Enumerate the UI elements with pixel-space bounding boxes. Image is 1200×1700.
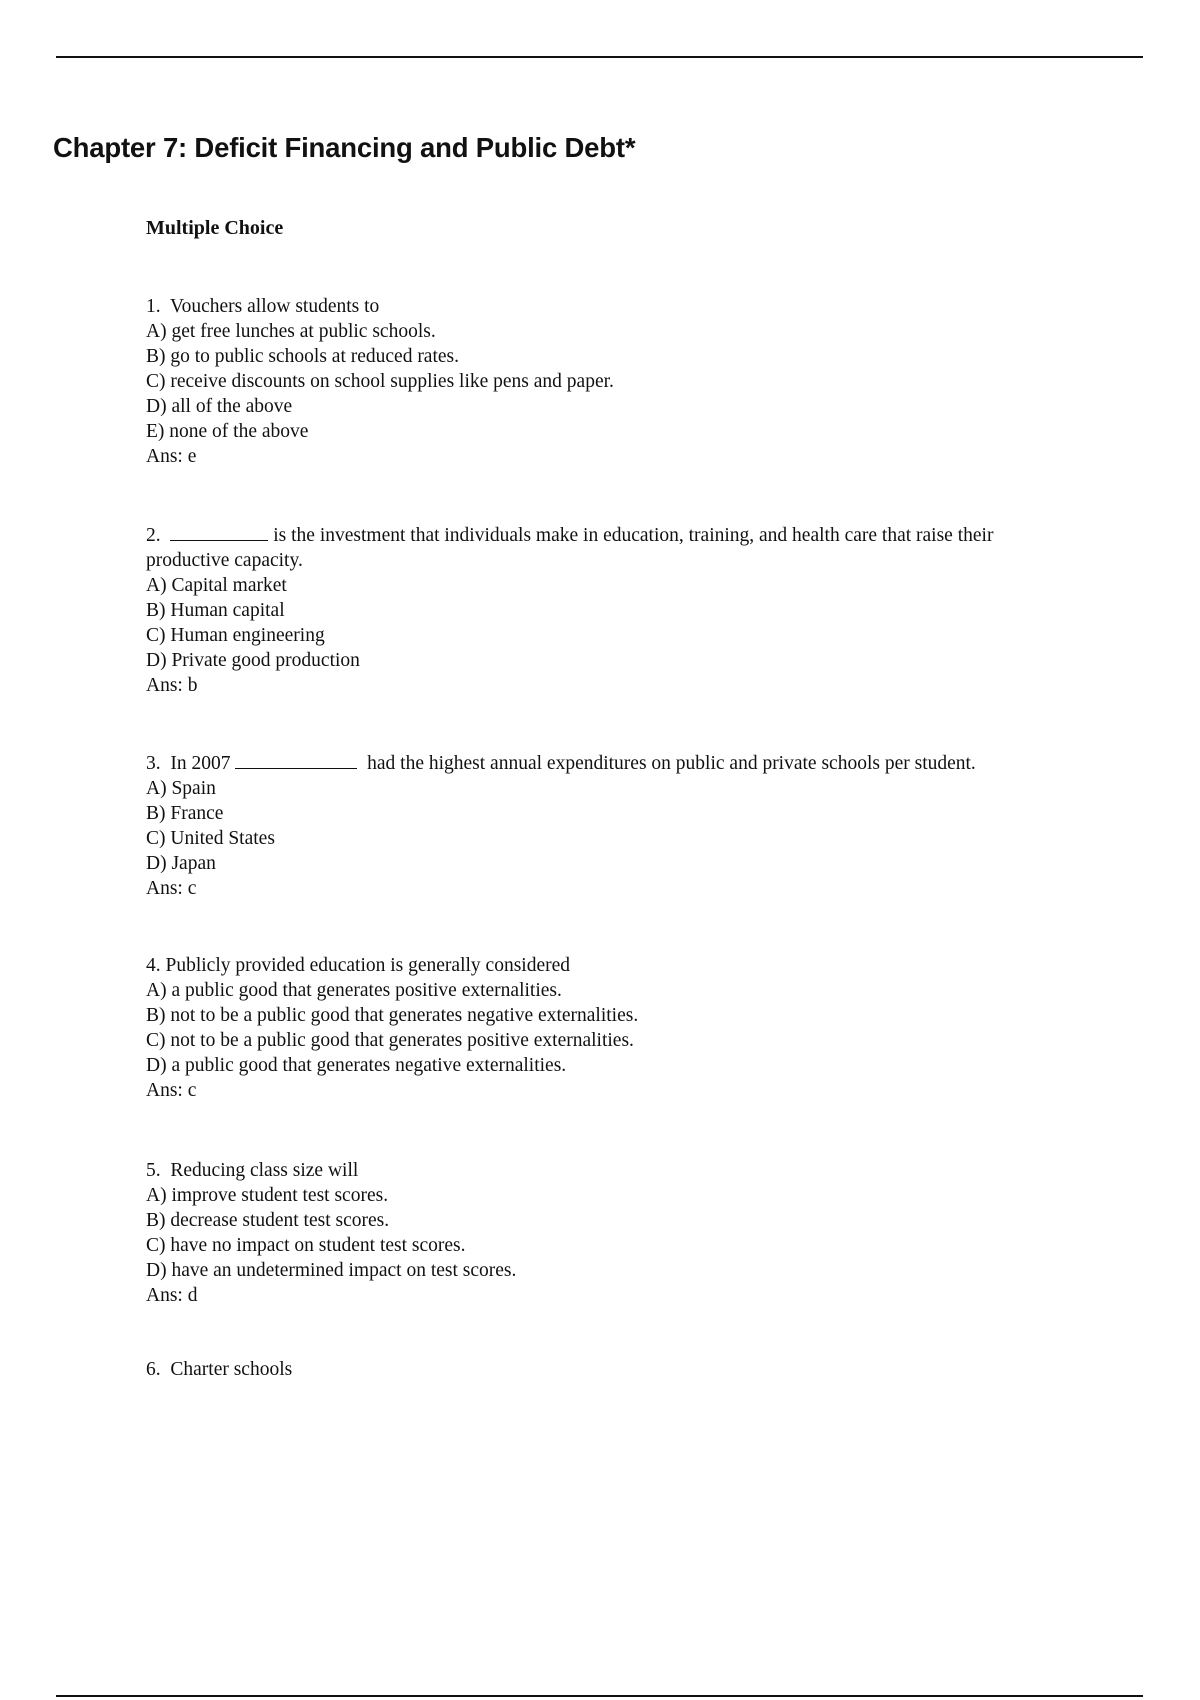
option-a	[146, 573, 1076, 598]
option-b	[146, 598, 1076, 623]
option-label: D)	[146, 1055, 167, 1076]
answer-blank	[235, 750, 357, 769]
question-number: 3.	[146, 753, 161, 774]
option-c	[146, 1233, 1076, 1258]
answer: Ans: d	[146, 1285, 198, 1306]
option-a	[146, 319, 1076, 344]
option-label: B)	[146, 600, 166, 621]
option-c	[146, 826, 1076, 851]
question-text: Reducing class size will	[170, 1160, 359, 1181]
question-5	[146, 1158, 1076, 1308]
question-text: Charter schools	[170, 1359, 293, 1380]
option-label: E)	[146, 421, 165, 442]
option-c	[146, 1028, 1076, 1053]
option-label: B)	[146, 803, 166, 824]
option-label: D)	[146, 1260, 167, 1281]
option-d	[146, 1258, 1076, 1283]
footer-rule	[56, 1695, 1143, 1697]
header-rule	[56, 56, 1143, 58]
option-text: decrease student test scores.	[170, 1210, 390, 1231]
option-label: B)	[146, 346, 166, 367]
option-text: get free lunches at public schools.	[171, 321, 436, 342]
answer: Ans: b	[146, 675, 198, 696]
question-number: 1.	[146, 296, 161, 317]
question-number: 6.	[146, 1359, 161, 1380]
option-text: have an undetermined impact on test scores.	[171, 1260, 517, 1281]
option-text: Private good production	[171, 650, 360, 671]
option-label: B)	[146, 1005, 166, 1026]
question-stem	[146, 1357, 1076, 1382]
option-text: France	[170, 803, 224, 824]
option-text: not to be a public good that generates positive externalities.	[170, 1030, 634, 1051]
option-text: Japan	[171, 853, 216, 874]
option-label: C)	[146, 625, 166, 646]
option-b	[146, 1003, 1076, 1028]
option-c	[146, 623, 1076, 648]
option-label: D)	[146, 650, 167, 671]
option-label: A)	[146, 1185, 167, 1206]
option-a	[146, 776, 1076, 801]
question-3	[146, 750, 1076, 901]
answer: Ans: c	[146, 1080, 197, 1101]
question-stem	[146, 294, 1076, 319]
option-d	[146, 648, 1076, 673]
option-d	[146, 851, 1076, 876]
question-2	[146, 522, 1076, 698]
question-text-before: In 2007	[170, 753, 231, 774]
option-text: Spain	[171, 778, 216, 799]
option-text: improve student test scores.	[171, 1185, 389, 1206]
question-6	[146, 1357, 1076, 1382]
question-1	[146, 294, 1076, 469]
option-text: have no impact on student test scores.	[170, 1235, 466, 1256]
option-label: A)	[146, 778, 167, 799]
question-number: 4.	[146, 955, 161, 976]
option-label: A)	[146, 980, 167, 1001]
answer: Ans: c	[146, 878, 197, 899]
question-text-after: had the highest annual expenditures on public and private schools per student.	[367, 753, 976, 774]
option-text: Human engineering	[170, 625, 325, 646]
option-text: none of the above	[169, 421, 309, 442]
option-label: A)	[146, 575, 167, 596]
question-number: 2.	[146, 525, 161, 546]
option-label: B)	[146, 1210, 166, 1231]
option-label: D)	[146, 853, 167, 874]
option-e	[146, 419, 1076, 444]
option-c	[146, 369, 1076, 394]
option-label: C)	[146, 1235, 166, 1256]
question-stem	[146, 1158, 1076, 1183]
option-text: a public good that generates positive externalities.	[171, 980, 562, 1001]
chapter-title: Chapter 7: Deficit Financing and Public Debt*	[53, 132, 636, 163]
option-label: C)	[146, 828, 166, 849]
answer: Ans: e	[146, 446, 197, 467]
question-4	[146, 953, 1076, 1103]
question-text: Vouchers allow students to	[170, 296, 380, 317]
option-a	[146, 1183, 1076, 1208]
option-label: C)	[146, 371, 166, 392]
option-label: D)	[146, 396, 167, 417]
option-text: not to be a public good that generates negative externalities.	[170, 1005, 639, 1026]
option-text: Capital market	[171, 575, 287, 596]
question-text: Publicly provided education is generally considered	[165, 955, 571, 976]
section-heading: Multiple Choice	[146, 217, 284, 239]
answer-blank	[170, 522, 268, 541]
option-text: a public good that generates negative externalities.	[171, 1055, 567, 1076]
option-b	[146, 344, 1076, 369]
option-b	[146, 801, 1076, 826]
option-d	[146, 1053, 1076, 1078]
option-text: Human capital	[170, 600, 285, 621]
question-stem	[146, 750, 1076, 776]
option-label: C)	[146, 1030, 166, 1051]
option-text: United States	[170, 828, 275, 849]
option-text: go to public schools at reduced rates.	[170, 346, 459, 367]
option-d	[146, 394, 1076, 419]
option-text: receive discounts on school supplies like pens and paper.	[170, 371, 614, 392]
option-text: all of the above	[171, 396, 293, 417]
question-text: is the investment that individuals make in education, training, and health care that raise their productive capacity.	[146, 525, 994, 571]
option-b	[146, 1208, 1076, 1233]
question-stem	[146, 953, 1076, 978]
question-number: 5.	[146, 1160, 161, 1181]
option-label: A)	[146, 321, 167, 342]
question-stem	[146, 522, 1076, 573]
option-a	[146, 978, 1076, 1003]
